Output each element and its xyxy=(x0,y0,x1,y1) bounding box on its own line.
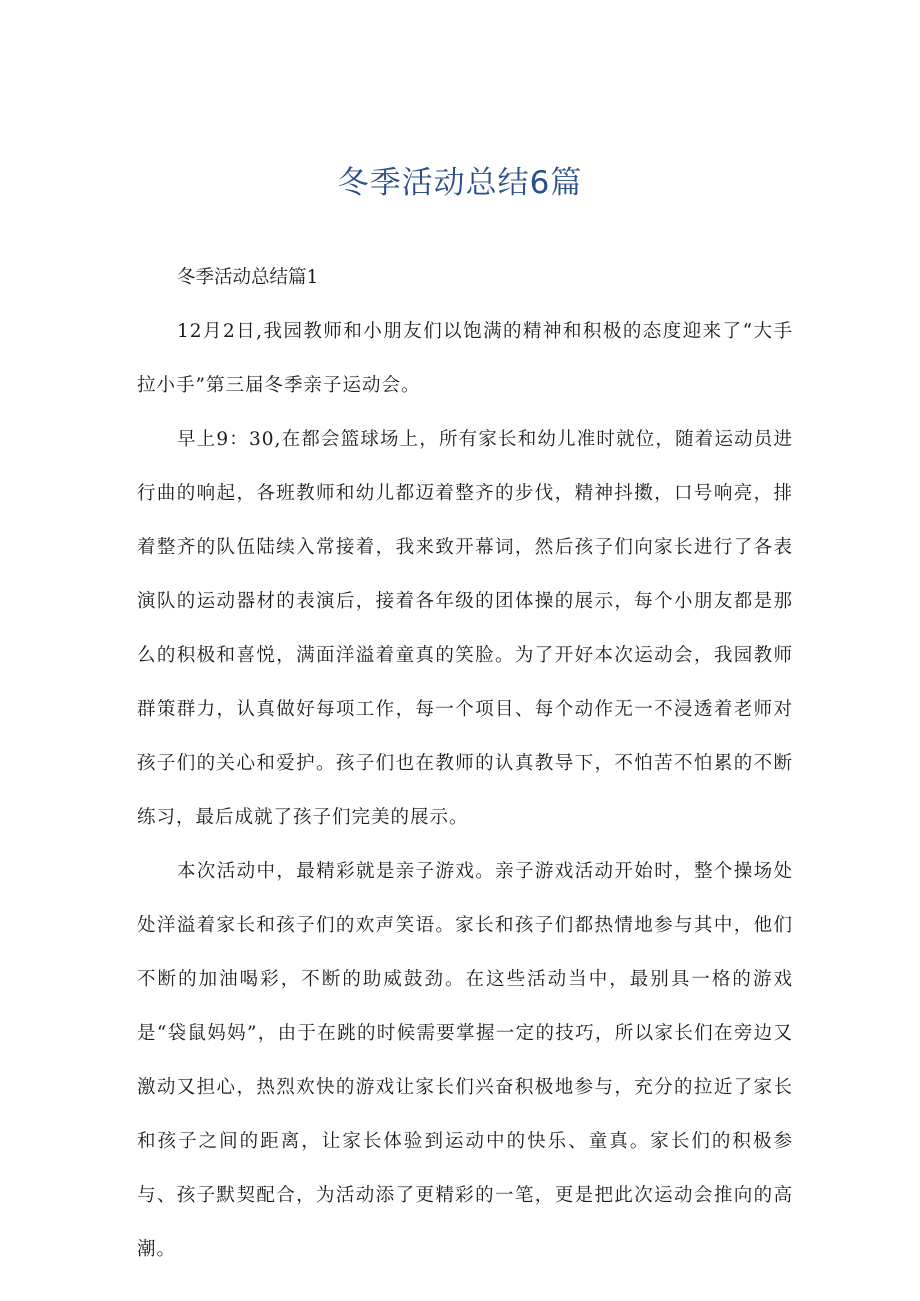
paragraph-opening: 12月2日,我园教师和小朋友们以饱满的精神和积极的态度迎来了“大手拉小手”第三届冬季亲子运动会。 xyxy=(137,321,793,396)
document-title: 冬季活动总结6篇 xyxy=(337,165,583,201)
section-heading: 冬季活动总结篇1 xyxy=(177,267,319,288)
paragraph-morning-ceremony: 早上9：30,在都会篮球场上，所有家长和幼儿准时就位，随着运动员进行曲的响起，各班教师和幼儿都迈着整齐的步伐，精神抖擞，口号响亮，排着整齐的队伍陆续入常接着，我来致开幕词，然后孩子们向家长进行了各表演队的运动器材的表演后，接着各年级的团体操的展示，每个小朋友都是那么的积极和喜悦，满面洋溢着童真的笑脸。为了开好本次运动会，我园教师群策群力，认真做好每项工作，每一个项目、每个动作无一不浸透着老师对孩子们的关心和爱护。孩子们也在教师的认真教导下，不怕苦不怕累的不断练习，最后成就了孩子们完美的展示。 xyxy=(137,429,793,828)
paragraph-parent-child-games: 本次活动中，最精彩就是亲子游戏。亲子游戏活动开始时，整个操场处处洋溢着家长和孩子们的欢声笑语。家长和孩子们都热情地参与其中，他们不断的加油喝彩，不断的助威鼓劲。在这些活动当中，最别具一格的游戏是“袋鼠妈妈”，由于在跳的时候需要掌握一定的技巧，所以家长们在旁边又激动又担心，热烈欢快的游戏让家长们兴奋积极地参与，充分的拉近了家长和孩子之间的距离，让家长体验到运动中的快乐、童真。家长们的积极参与、孩子默契配合，为活动添了更精彩的一笔，更是把此次运动会推向的高潮。 xyxy=(137,861,793,1260)
document-body xyxy=(137,251,793,1277)
